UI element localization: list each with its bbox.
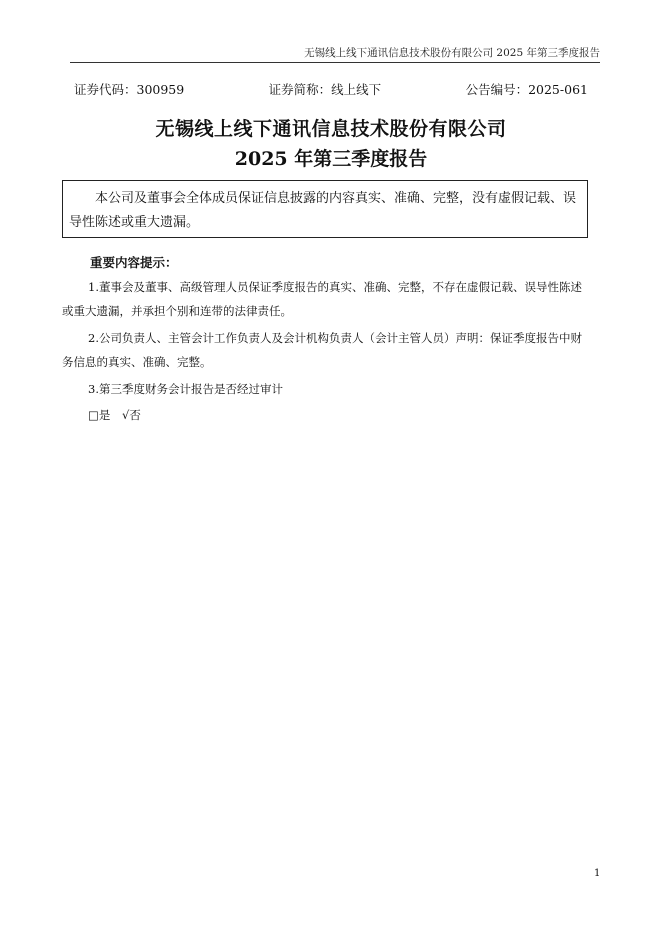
option-yes: □是 — [88, 408, 111, 422]
page-number: 1 — [594, 868, 601, 879]
notice-number: 公告编号：2025-061 — [465, 82, 588, 97]
audit-options — [88, 403, 149, 427]
report-title: 2025 年第三季度报告 — [234, 148, 428, 170]
company-title: 无锡线上线下通讯信息技术股份有限公司 — [155, 118, 507, 140]
security-abbr: 证券简称：线上线下 — [268, 82, 382, 97]
guarantee-notice-box: 本公司及董事会全体成员保证信息披露的内容真实、准确、完整，没有虚假记载、误导性陈述或重大遗漏。 — [62, 180, 588, 238]
important-item-1: 1.董事会及董事、高级管理人员保证季度报告的真实、准确、完整，不存在虚假记载、误导性陈述或重大遗漏，并承担个别和连带的法律责任。 — [62, 280, 582, 318]
important-heading: 重要内容提示： — [90, 255, 178, 270]
important-item-2: 2.公司负责人、主管会计工作负责人及会计机构负责人（会计主管人员）声明：保证季度报告中财务信息的真实、准确、完整。 — [62, 331, 582, 369]
document-meta — [74, 80, 588, 98]
running-header: 无锡线上线下通讯信息技术股份有限公司 2025 年第三季度报告 — [304, 47, 600, 59]
important-item-3: 3.第三季度财务会计报告是否经过审计 — [88, 382, 283, 396]
security-code: 证券代码：300959 — [74, 82, 185, 97]
option-no: √否 — [122, 408, 141, 422]
header-divider — [70, 62, 600, 63]
